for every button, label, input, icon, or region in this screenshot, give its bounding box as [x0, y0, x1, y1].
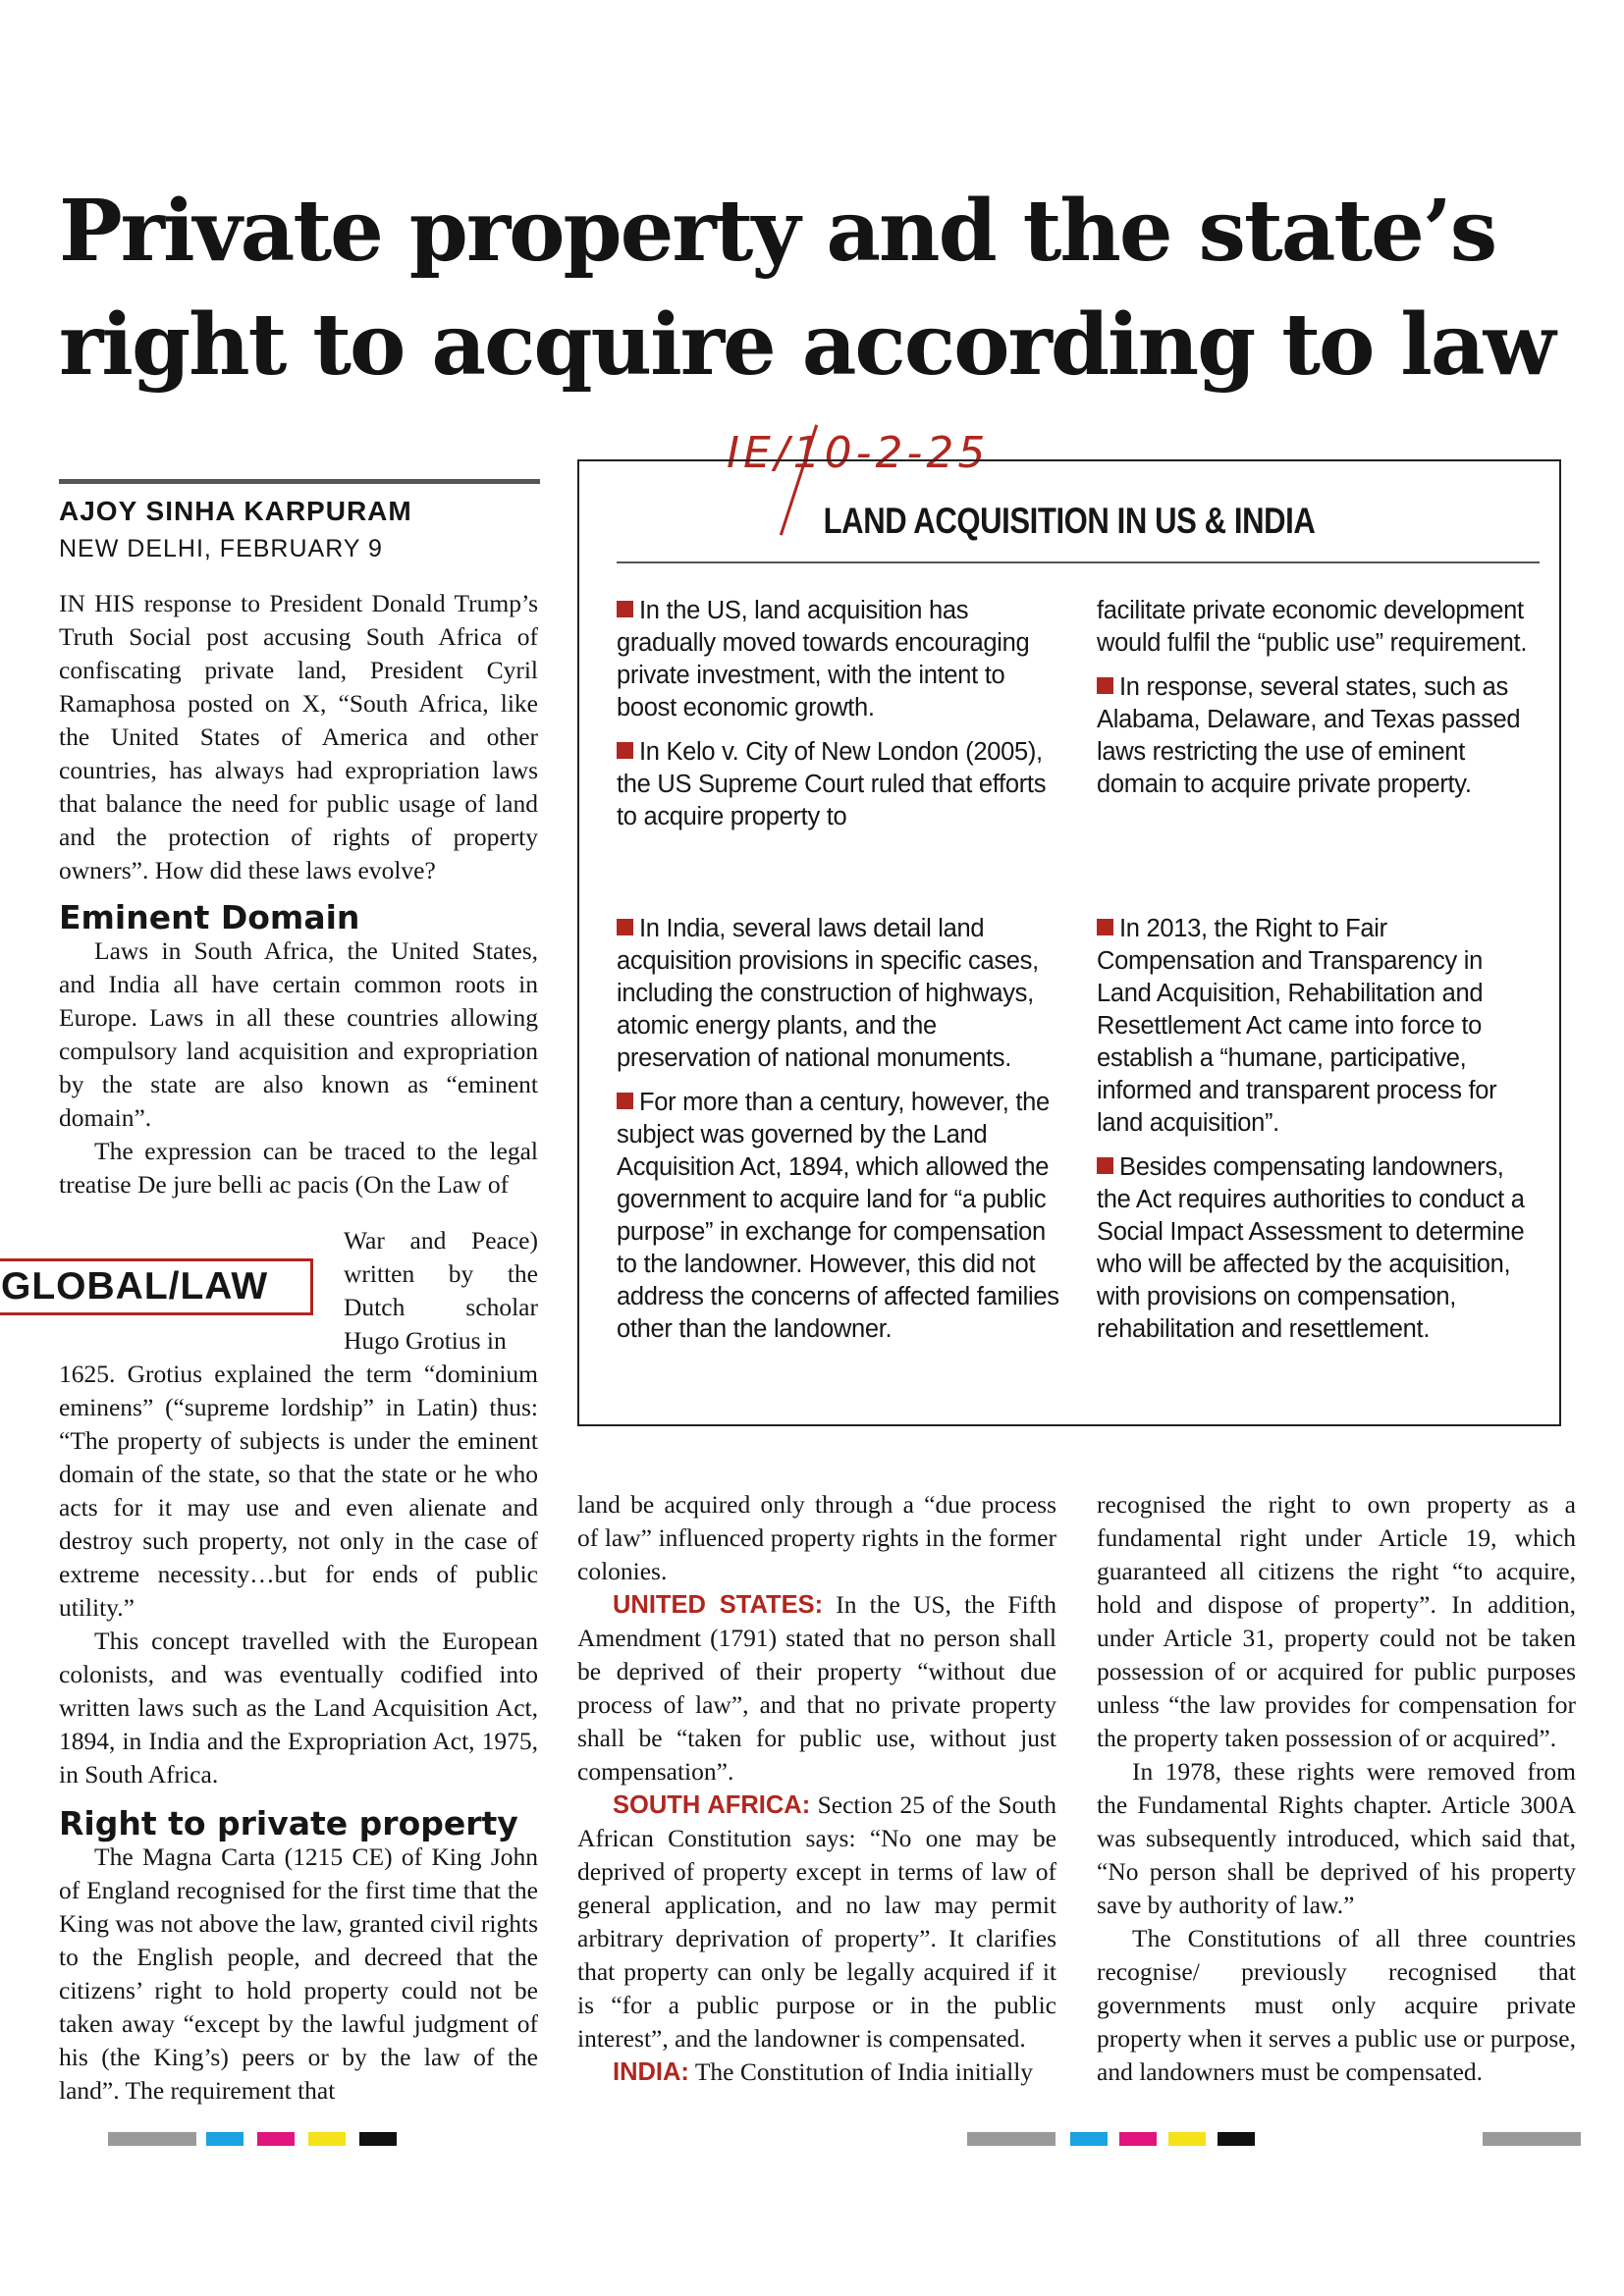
kicker-united-states: UNITED STATES: — [613, 1591, 824, 1619]
sidebar-col2-bottom — [1097, 913, 1543, 1358]
paragraph: land be acquired only through a “due process of law” influenced property rights in the former colonies. — [577, 1490, 1056, 1585]
author-name: AJOY SINHA KARPURAM — [59, 496, 412, 526]
paragraph: recognised the right to own property as a fundamental right under Article 19, which guaranteed all citizens the right “to acquire, hold and dispose of property”. In addition, under Article 31, property could not be taken possession of or acquired for public purposes unless “the law provides for compensation for the property taken possession of or acquired”. — [1097, 1490, 1576, 1752]
byline-rule — [59, 479, 540, 484]
paragraph: 1625. Grotius explained the term “dominium eminens” (“supreme lordship” in Latin) thus: “The property of subjects is under the eminent domain of the state, so that the state or he who acts for it may use and even alienate and destroy such property, not only in the case of extreme necessity…but for ends of public utility.” — [59, 1360, 538, 1622]
sidebar-title: LAND ACQUISITION IN US & INDIA — [823, 501, 1316, 541]
bullet-square-icon — [617, 919, 633, 935]
paragraph: This concept travelled with the European colonists, and was eventually codified into written laws such as the Land Acquisition Act, 1894, in India and the Expropriation Act, 1975, in South Africa. — [59, 1627, 538, 1789]
india-paragraph: INDIA: The Constitution of India initially — [613, 2057, 1034, 2086]
article-column-right — [1097, 1488, 1576, 2089]
handwritten-date-note: IE/10-2-25 — [727, 428, 990, 478]
sidebar-bullet: In India, several laws detail land acquisition provisions in specific cases, including the construction of highways, atomic energy plants, and the preservation of national monuments. — [617, 915, 1039, 1072]
sidebar-bullet: For more than a century, however, the subject was governed by the Land Acquisition Act, 1894, which allowed the government to acquire land for “a public purpose” in exchange for compensation to the landowner. However, this did not address the concerns of affected families other than the landowner. — [617, 1089, 1059, 1343]
sidebar-title-rule — [617, 561, 1540, 563]
bullet-square-icon — [617, 601, 633, 617]
intro-paragraph: IN HIS response to President Donald Trump’s Truth Social post accusing South Africa of confiscating private land, President Cyril Ramaphosa posted on X, “South Africa, like the United States of America and other countries, has always had expropriation laws that balance the need for public usage of land and the protection of rights of property owners”. How did these laws evolve? — [59, 589, 538, 884]
article-column-left-top — [59, 587, 538, 1201]
headline — [59, 175, 1591, 402]
sa-paragraph: SOUTH AFRICA: Section 25 of the South African Constitution says: “No one may be deprived of property except in terms of law of general application, and no law may permit arbitrary deprivation of property”. It clarifies that property can only be legally acquired if it is “for a public purpose or in the public interest”, and the landowner is compensated. — [577, 1790, 1057, 2053]
sidebar-text: facilitate private economic development would fulfil the “public use” requirement. — [1097, 597, 1528, 657]
paragraph: In 1978, these rights were removed from the Fundamental Rights chapter. Article 300A was subsequently introduced, which said that, “No person shall be deprived of his property save by authority of law.” — [1097, 1757, 1576, 1919]
sidebar-bullet: In response, several states, such as Alabama, Delaware, and Texas passed laws restricting the use of eminent domain to acquire private property. — [1097, 673, 1521, 798]
article-column-left-wrap — [344, 1224, 538, 1358]
paragraph: The expression can be traced to the legal treatise De jure belli ac pacis (On the Law of — [59, 1137, 538, 1199]
dateline: NEW DELHI, FEBRUARY 9 — [59, 535, 383, 562]
sidebar-col1-top — [617, 595, 1063, 845]
sidebar-bullet: In 2013, the Right to Fair Compensation and Transparency in Land Acquisition, Rehabilitation and Resettlement Act came into force to establish a “humane, participative, informed and transparent process for land acquisition”. — [1097, 915, 1497, 1137]
headline-line-1: Private property and the state’s — [59, 182, 1496, 281]
sidebar-bullet: In Kelo v. City of New London (2005), the US Supreme Court ruled that efforts to acquire property to — [617, 738, 1047, 830]
paragraph: The Constitutions of all three countries recognise/ previously recognised that governments must only acquire private property when it serves a public use or purpose, and landowners must be compensated. — [1097, 1924, 1576, 2086]
kicker-india: INDIA: — [613, 2058, 689, 2086]
headline-line-2: right to acquire according to law — [59, 295, 1554, 395]
paragraph: War and Peace) written by the Dutch scholar Hugo Grotius in — [344, 1226, 538, 1355]
section-tag: GLOBAL/LAW — [0, 1258, 313, 1315]
kicker-south-africa: SOUTH AFRICA: — [613, 1791, 811, 1819]
bullet-square-icon — [1097, 677, 1113, 694]
subhead-right-to-private-property: Right to private property — [59, 1804, 518, 1842]
article-column-left-bottom — [59, 1358, 538, 2108]
bullet-square-icon — [1097, 1157, 1113, 1174]
paragraph: Laws in South Africa, the United States, and India all have certain common roots in Europe. Laws in all these countries allowing compulsory land acquisition and expropriation by the state are also known as “eminent domain”. — [59, 936, 538, 1132]
bullet-square-icon — [1097, 919, 1113, 935]
bullet-square-icon — [617, 1093, 633, 1109]
sidebar-bullet: Besides compensating landowners, the Act requires authorities to conduct a Social Impact Assessment to determine who will be affected by the acquisition, with provisions on compensation, rehabilitation and resettlement. — [1097, 1153, 1525, 1343]
us-paragraph: UNITED STATES: In the US, the Fifth Amendment (1791) stated that no person shall be deprived of their property “without due process of law”, and that no private property shall be “taken for public use, without just compensation”. — [577, 1590, 1056, 1786]
subhead-eminent-domain: Eminent Domain — [59, 898, 360, 936]
sidebar-col1-bottom — [617, 913, 1063, 1358]
sidebar-bullet: In the US, land acquisition has gradually moved towards encouraging private investment, with the intent to boost economic growth. — [617, 597, 1030, 721]
article-column-middle — [577, 1488, 1056, 2089]
sidebar-col2-top — [1097, 595, 1543, 813]
bullet-square-icon — [617, 742, 633, 759]
paragraph: The Magna Carta (1215 CE) of King John of England recognised for the first time that the King was not above the law, granted civil rights to the English people, and decreed that the citizens’ right to hold property could not be taken away “except by the lawful judgment of his (the King’s) peers or by the law of the land”. The requirement that — [59, 1842, 538, 2105]
